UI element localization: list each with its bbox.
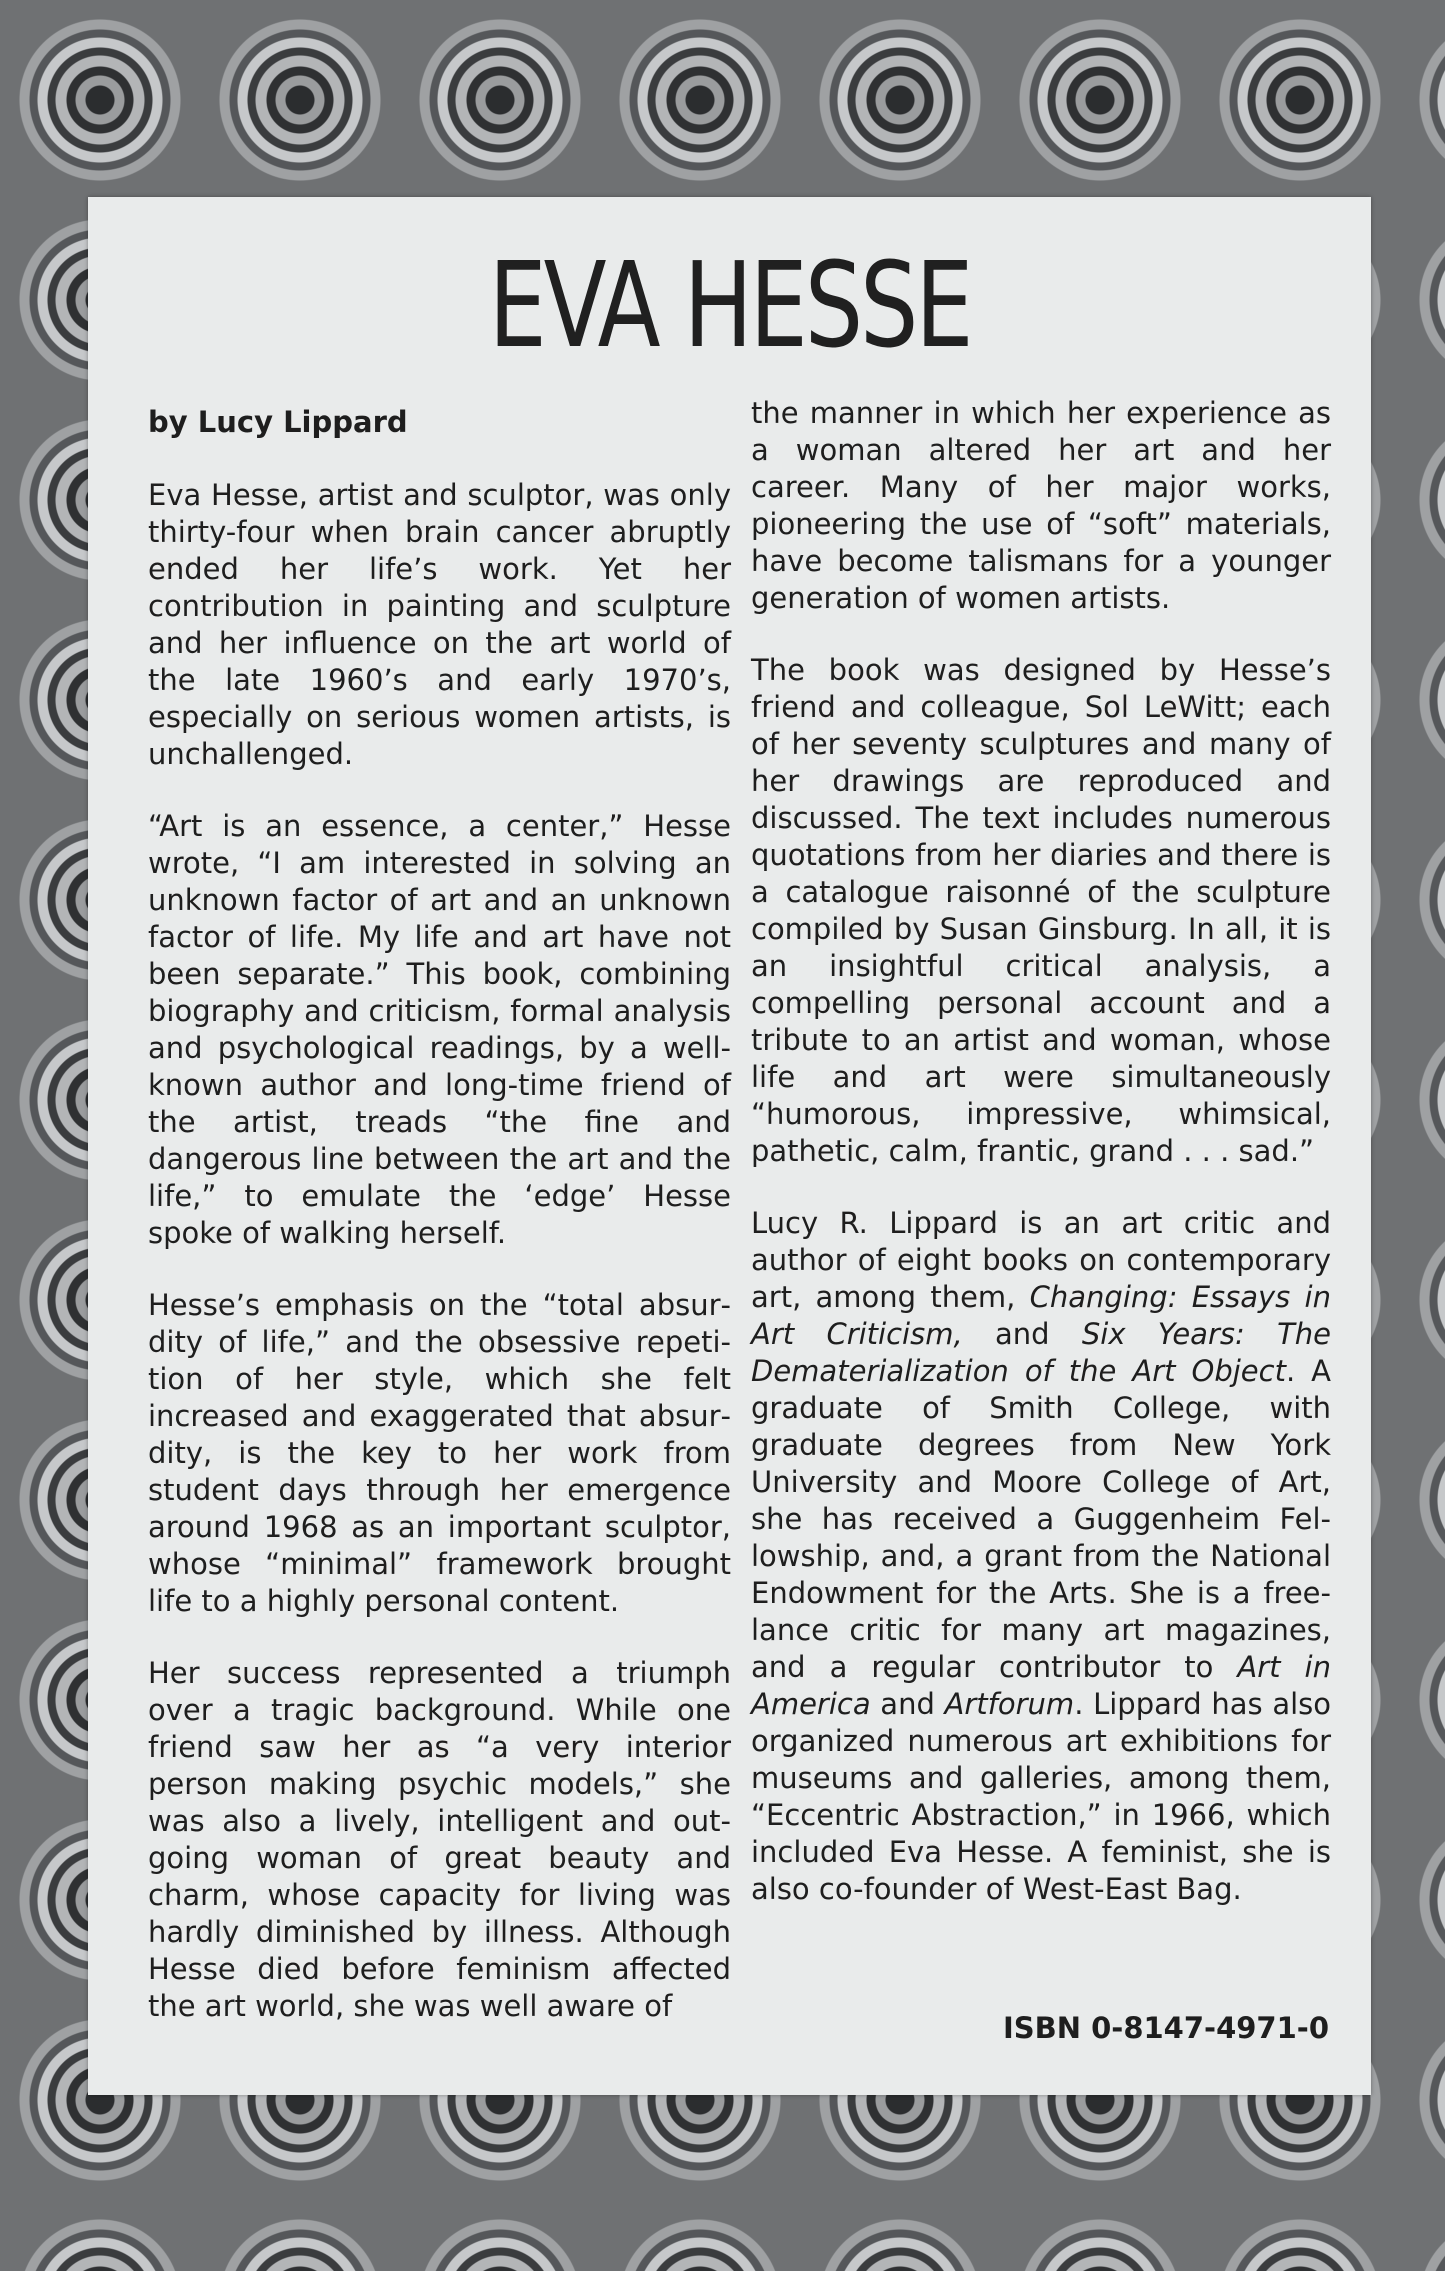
bio-text: Lucy R. Lippard is an art critic and author of eight books on contemporary art, among them, — [751, 1206, 1331, 1314]
bio-text: and — [962, 1317, 1082, 1351]
paragraph: Eva Hesse, artist and sculptor, was only thirty-four when brain cancer abruptly ended her life’s work. Yet her contribution in painting and sculpture and her influence on the art world of the late 1960’s and early 1970’s, especially on serious women artists, is unchallenged. — [148, 478, 731, 771]
book-title: EVA HESSE — [488, 236, 971, 374]
book-title-italic: Six Years: The Dematerialization of the Art Object — [751, 1317, 1331, 1388]
author-bio — [751, 1205, 1331, 1908]
paragraph: Her success represented a triumph over a tragic background. While one friend saw her as “a very interior person making psychic models,” she was also a lively, intelligent and outgoing woman of great beauty and charm, whose capacity for living was hardly diminished by illness. Although Hesse died before feminism affected the art world, she was well aware of — [148, 1656, 731, 2023]
isbn-number: ISBN 0-8147-4971-0 — [1002, 2011, 1329, 2045]
paragraph: Hesse’s emphasis on the “total absurdity of life,” and the obsessive repetition of her style, which she felt increased and exaggerated that absurdity, is the key to her work from student days through her emergence around 1968 as an important sculptor, whose “minimal” framework brought life to a highly personal content. — [148, 1288, 731, 1618]
bio-text: and — [870, 1687, 945, 1721]
paragraph: “Art is an essence, a center,” Hesse wrote, “I am interested in solving an unknown factor of art and an unknown factor of life. My life and art have not been separate.” This book, combining biography and criticism, formal analysis and psychological readings, by a well-known author and long-time friend of the artist, treads “the fine and dangerous line between the art and the life,” to emulate the ‘edge’ Hesse spoke of walking herself. — [148, 809, 731, 1250]
paragraph: the manner in which her experience as a woman altered her art and her career. Many of her major works, pioneering the use of “soft” materials, have become talismans for a younger generation of women artists. — [751, 396, 1331, 615]
right-column — [751, 395, 1331, 1943]
text-panel — [88, 197, 1371, 2095]
magazine-title-italic: Artforum — [944, 1687, 1075, 1721]
paragraph: The book was designed by Hesse’s friend and colleague, Sol LeWitt; each of her seventy sculptures and many of her drawings are reproduced and discussed. The text includes numerous quotations from her diaries and there is a catalogue raisonné of the sculpture compiled by Susan Ginsburg. In all, it is an insightful critical analysis, a compelling personal account and a tribute to an artist and woman, whose life and art were simultaneously “humorous, impressive, whimsical, pathetic, calm, frantic, grand . . . sad.” — [751, 653, 1331, 1168]
bio-text: . A graduate of Smith College, with graduate degrees from New York University and Moore College of Art, she has received a Guggenheim Fellowship, and, a grant from the National Endowment for the Arts. She is a freelance critic for many art magazines, and a regular contributor to — [751, 1354, 1331, 1684]
book-title-italic: Changing: Essays in Art Criticism, — [751, 1280, 1331, 1351]
author-byline: by Lucy Lippard — [148, 405, 408, 439]
left-column — [148, 404, 731, 2060]
magazine-title-italic: Art in America — [751, 1650, 1331, 1721]
bio-text: . Lippard has also organized numerous art exhibitions for museums and galleries, among them, “Eccentric Abstraction,” in 1966, which included Eva Hesse. A feminist, she is also co-founder of West-East Bag. — [751, 1687, 1332, 1906]
